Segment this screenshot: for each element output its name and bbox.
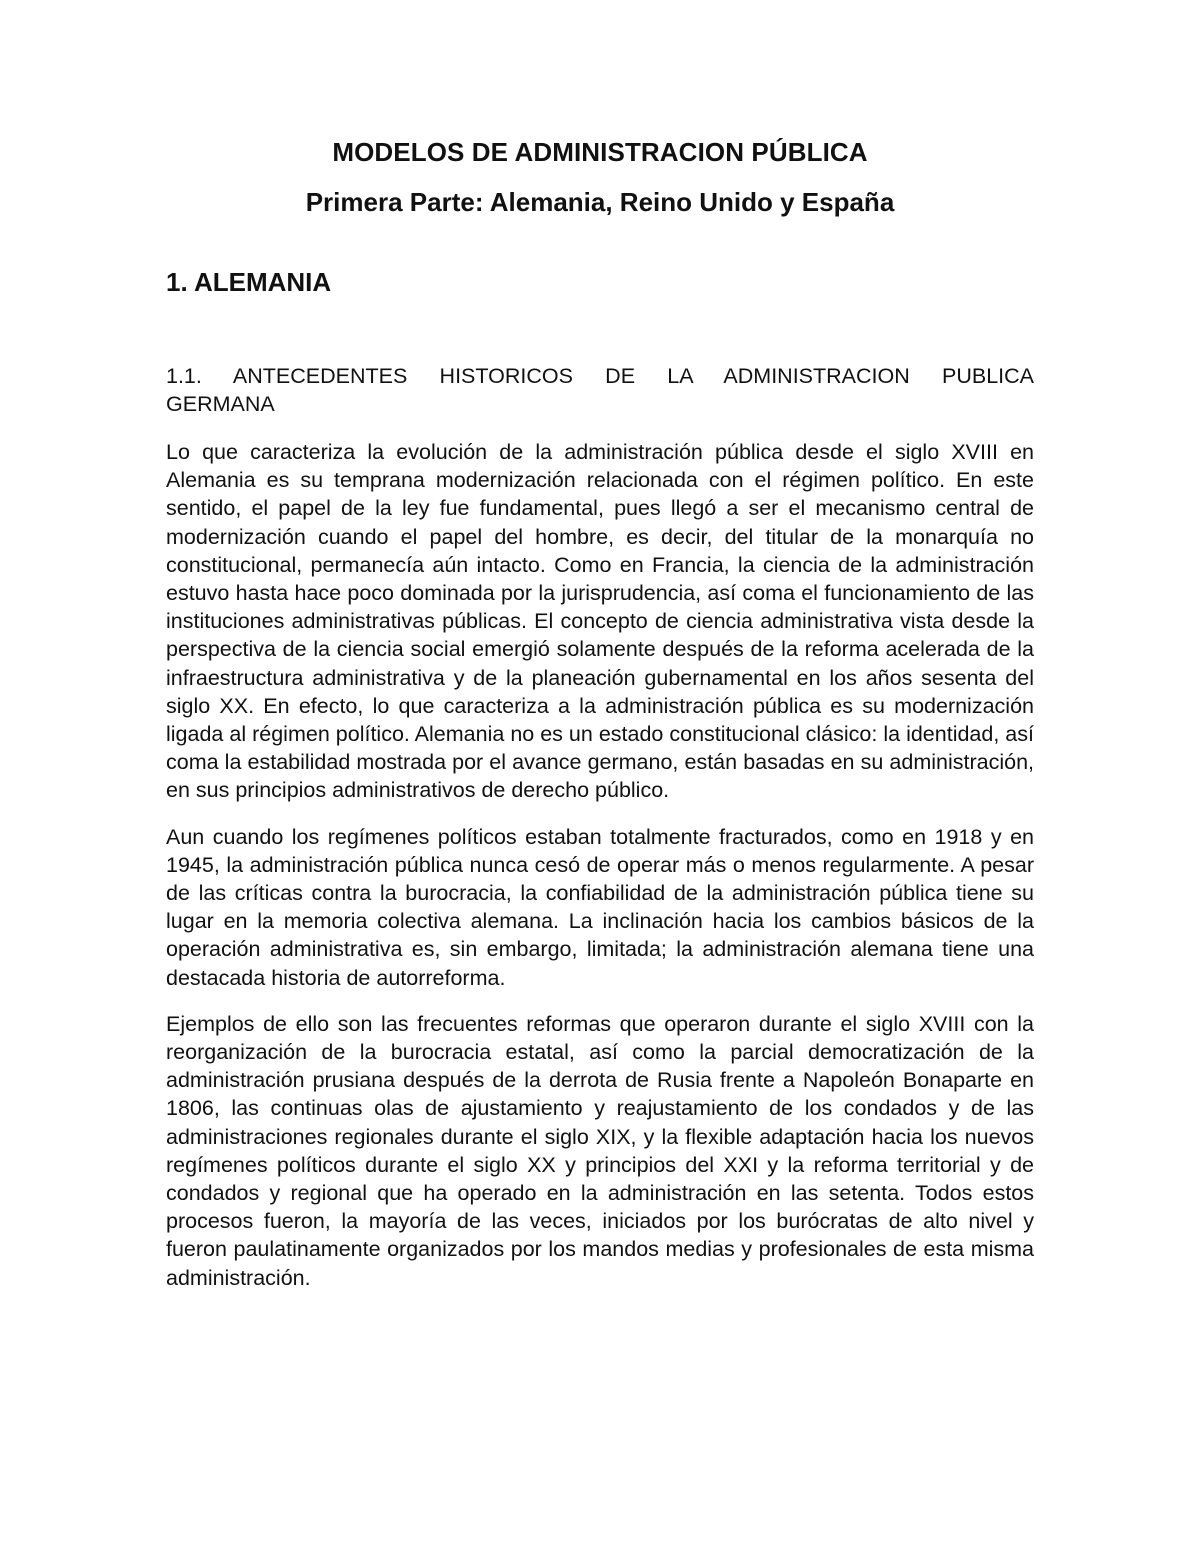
document-page	[166, 132, 1034, 1292]
paragraph: Lo que caracteriza la evolución de la administración pública desde el siglo XVIII en Alemania es su temprana modernización relacionada con el régimen político. En este sentido, el papel de la ley fue fundamental, pues llegó a ser el mecanismo central de modernización cuando el papel del hombre, es decir, del titular de la monarquía no constitucional, permanecía aún intacto. Como en Francia, la ciencia de la administración estuvo hasta hace poco dominada por la jurisprudencia, así coma el funcionamiento de las instituciones administrativas públicas. El concepto de ciencia administrativa vista desde la perspectiva de la ciencia social emergió solamente después de la reforma acelerada de la infraestructura administrativa y de la planeación gubernamental en los años sesenta del siglo XX. En efecto, lo que caracteriza a la administración pública es su modernización ligada al régimen político. Alemania no es un estado constitucional clásico: la identidad, así coma la estabilidad mostrada por el avance germano, están basadas en su administración, en sus principios administrativos de derecho público.	[166, 440, 1034, 803]
document-subtitle: Primera Parte: Alemania, Reino Unido y España	[305, 187, 895, 217]
subsection-heading	[166, 362, 1034, 418]
subsection-heading-line1: 1.1. ANTECEDENTES HISTORICOS DE LA ADMINISTRACION PUBLICA	[166, 364, 1034, 388]
paragraph: Aun cuando los regímenes políticos estaban totalmente fracturados, como en 1918 y en 1945, la administración pública nunca cesó de operar más o menos regularmente. A pesar de las críticas contra la burocracia, la confiabilidad de la administración pública tiene su lugar en la memoria colectiva alemana. La inclinación hacia los cambios básicos de la operación administrativa es, sin embargo, limitada; la administración alemana tiene una destacada historia de autorreforma.	[166, 824, 1034, 990]
document-title: MODELOS DE ADMINISTRACION PÚBLICA	[332, 137, 868, 167]
section-heading: 1. ALEMANIA	[166, 267, 332, 297]
subsection-heading-line2: GERMANA	[166, 392, 275, 416]
paragraph: Ejemplos de ello son las frecuentes reformas que operaron durante el siglo XVIII con la reorganización de la burocracia estatal, así como la parcial democratización de la administración prusiana después de la derrota de Rusia frente a Napoleón Bonaparte en 1806, las continuas olas de ajustamiento y reajustamiento de los condados y de las administraciones regionales durante el siglo XIX, y la flexible adaptación hacia los nuevos regímenes políticos durante el siglo XX y principios del XXI y la reforma territorial y de condados y regional que ha operado en la administración en las setenta. Todos estos procesos fueron, la mayoría de las veces, iniciados por los burócratas de alto nivel y fueron paulatinamente organizados por los mandos medias y profesionales de esta misma administración.	[166, 1011, 1034, 1290]
